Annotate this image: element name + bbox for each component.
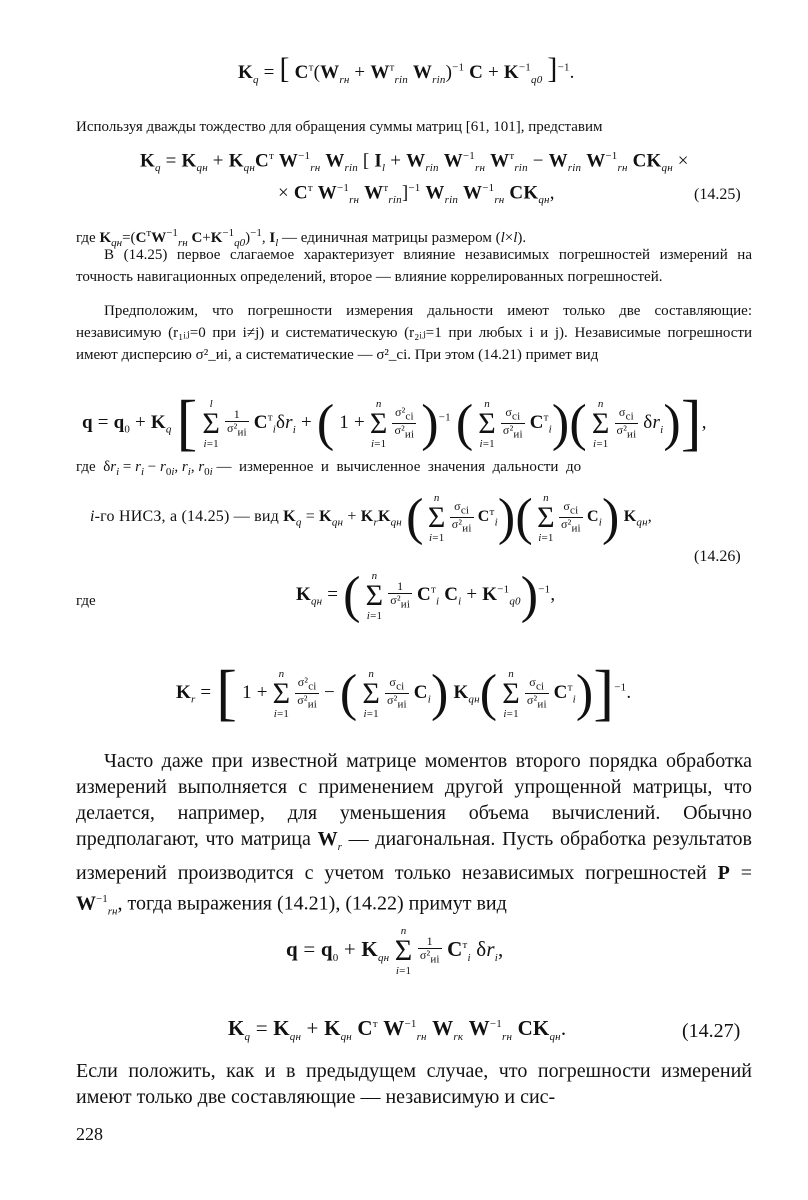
para-last: Если положить, как и в предыдущем случае, что погрешности измерений имеют только две составляющие — независимую и сис- bbox=[76, 1060, 752, 1108]
equation-14-27: $K_q = K_{qн} + K_{qн}$ $C^т$ $W^{-1}_{rн}$ $W_{rк}$ $W^{-1}_{rн}$ $CK_{qн}$. bbox=[228, 1016, 567, 1044]
equation-q-full: $q = q_0 + K_q$ [ l Σ i=1 $\frac{1}{\sigma^2_{иi}}$ $C^т_i\delta r_i$ + ( 1 + n Σ i=1 $\frac{\sigma^2_{ci}}{\sigma^2_{иi}}$ )$^{-1}$ ( n Σ i=1 $\frac{\sigma_{ci}}{\sigma^2_{иi}}$ $C^т_i$)( n Σ i=1 $\frac{\sigma_{ci}}{\sigma^2_{иi}}$ $\delta r_i$)], bbox=[82, 389, 707, 457]
page-number: 228 bbox=[76, 1124, 103, 1144]
para-1425-description: В (14.25) первое слагаемое характеризует влияние независимых погрешностей измерений на точность навигационных определений, второе — влияние коррелированных погрешностей. bbox=[76, 247, 752, 285]
para-assume: Предположим, что погрешности измерения дальности имеют только две составляющие: независимую (r₁ᵢⱼ=0 при i≠j) и систематическую (r₂ᵢⱼ=1 при любых i и j). Независимые погрешности имеют дисперсию σ²_иi, а систематические — σ²_ci. При этом (14.21) примет вид bbox=[76, 303, 752, 363]
para-intro: Используя дважды тождество для обращения суммы матриц [61, 101], представим bbox=[76, 119, 603, 135]
para-where-1: где $K_{qн}=(C^тW^{-1}_{rн}$ $C+K^{-1}_{q0})^{-1}$, $I_l$ — единичная матрицы размером (l×l). bbox=[76, 227, 527, 249]
para-often: Часто даже при известной матрице моментов второго порядка обработка измерений выполняется с применением другой упрощенной матрицы, что делается, например, для уменьшения объема вычислений. Обычно предполагают, что матрица $W_r$ — диагональная. Пусть обработка результатов измерений производится с учетом только независимых погрешностей $P = W^{-1}_{rн}$, тогда выражения (14.21), (14.22) примут вид bbox=[76, 750, 753, 918]
equation-kqn: $K_{qн}$ = ( n Σ i=1 $\frac{1}{\sigma^2_{иi}}$ $C^т_i$ $C_i + K^{-1}_{q0})^{-1}$, bbox=[296, 567, 556, 624]
equation-number-14-27: (14.27) bbox=[682, 1020, 741, 1042]
equation-top: $K_q$ = [ $C^т(W_{rн} + W^т_{rin}$ $W_{rin})^{-1}$ $C + K^{-1}_{q0}$ ]$^{-1}$. bbox=[238, 52, 575, 86]
equation-q-simple: $q = q_0 + K_{qн}$ n Σ i=1 $\frac{1}{\sigma^2_{иi}}$ $C^т_i$ $\delta r_i$, bbox=[286, 925, 504, 977]
where-label: где bbox=[76, 593, 96, 609]
equation-number-14-26: (14.26) bbox=[694, 548, 741, 565]
equation-14-26: i-го НИСЗ, а (14.25) — вид $K_q = K_{qн} + K_rK_{qн}$ ( n Σ i=1 $\frac{\sigma_{ci}}{\sigma^2_{иi}}$ $C^т_i$)( n Σ i=1 $\frac{\sigma_{ci}}{\sigma^2_{иi}}$ $C_i$) $K_{qн}$, bbox=[90, 489, 652, 546]
equation-kr: $K_r$ = [ 1 + n Σ i=1 $\frac{\sigma^2_{ci}}{\sigma^2_{иi}}$ − ( n Σ i=1 $\frac{\sigma_{ci}}{\sigma^2_{иi}}$ $C_i$) $K_{qн}$( n Σ i=1 $\frac{\sigma_{ci}}{\sigma^2_{иi}}$ $C^т_i)]^{-1}$. bbox=[176, 659, 632, 727]
equation-number-14-25: (14.25) bbox=[694, 186, 741, 203]
equation-14-25-line1: $K_q = K_{qн} + K_{qн}C^т$ $W^{-1}_{rн}$ $W_{rin}$ [ $I_l + W_{rin}$ $W^{-1}_{rн}$ $W^т_{rin} - W_{rin}$ $W^{-1}_{rн}$ $CK_{qн}$ × bbox=[140, 150, 689, 175]
equation-14-25-line2: × $C^т$ $W^{-1}_{rн}$ $W^т_{rin}]^{-1}$ $W_{rin}$ $W^{-1}_{rн}$ $CK_{qн}$, bbox=[278, 182, 555, 207]
para-where-2: где $\delta r_i = r_i - r_{0i}$, $r_i$, $r_{0i}$ — измеренное и вычисленное значения дальности до bbox=[76, 459, 582, 478]
